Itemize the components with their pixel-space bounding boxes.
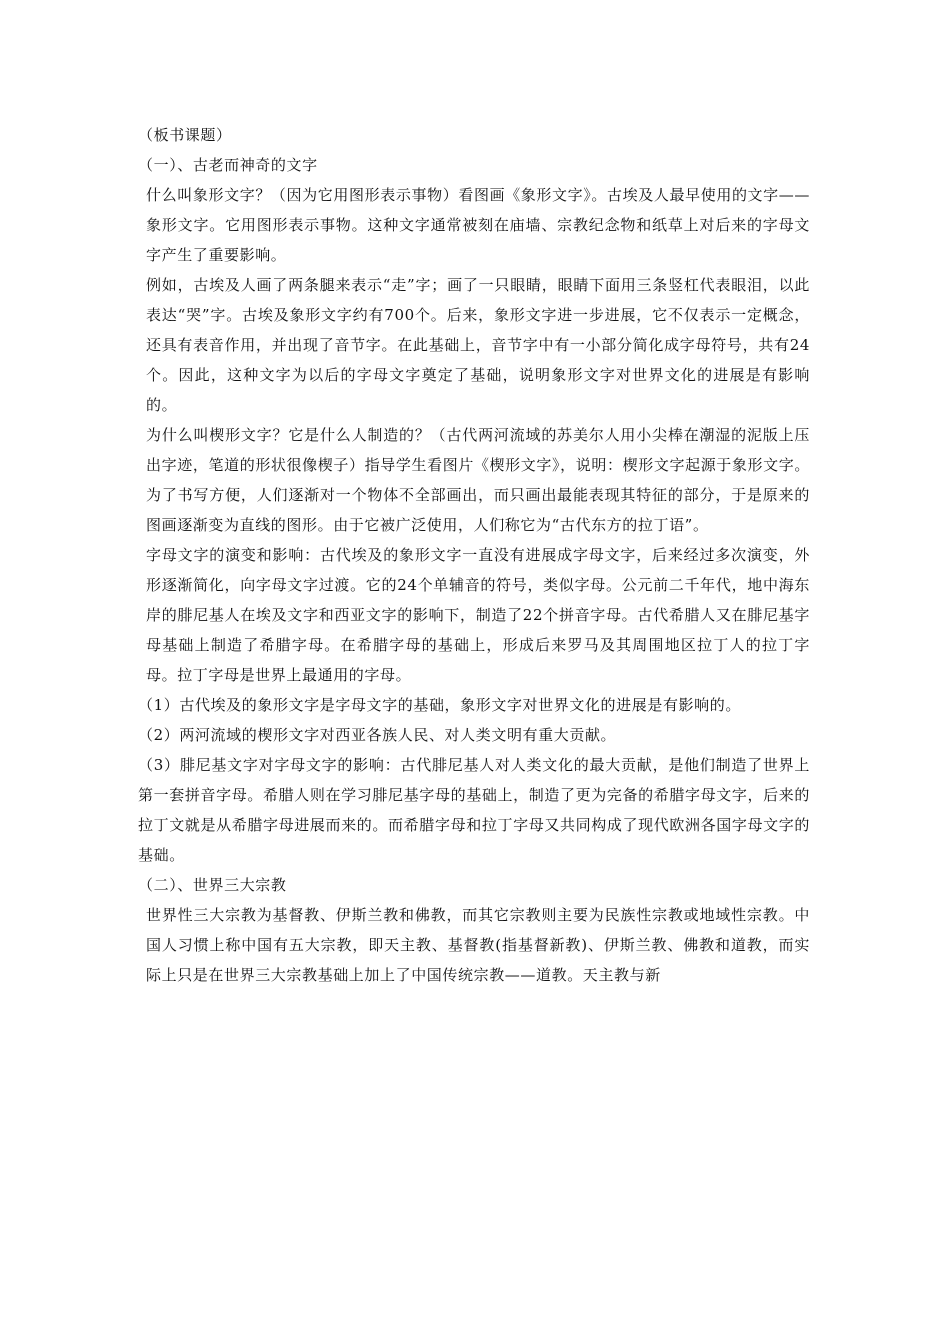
board-title: （板书课题） xyxy=(138,126,232,144)
paragraph-hieroglyph-definition: 什么叫象形文字？（因为它用图形表示事物）看图画《象形文字》。古埃及人最早使用的文字——象形文字。它用图形表示事物。这种文字通常被刻在庙墙、宗教纪念物和纸草上对后来的字母文字产生了重要影响。 xyxy=(146,186,810,264)
summary-point-1: （1）古代埃及的象形文字是字母文字的基础，象形文字对世界文化的进展是有影响的。 xyxy=(138,696,741,714)
paragraph-cuneiform: 为什么叫楔形文字？它是什么人制造的？（古代两河流域的苏美尔人用小尖棒在潮湿的泥版上压出字迹，笔道的形状很像楔子）指导学生看图片《楔形文字》，说明：楔形文字起源于象形文字。为了书写方便，人们逐渐对一个物体不全部画出，而只画出最能表现其特征的部分，于是原来的图画逐渐变为直线的图形。由于它被广泛使用，人们称它为“古代东方的拉丁语”。 xyxy=(146,426,810,534)
summary-point-2: （2）两河流域的楔形文字对西亚各族人民、对人类文明有重大贡献。 xyxy=(138,726,617,744)
document-page xyxy=(138,120,810,990)
section-heading-ancient-scripts: （一）、古老而神奇的文字 xyxy=(138,156,318,174)
paragraph-hieroglyph-example: 例如，古埃及人画了两条腿来表示“走”字；画了一只眼睛，眼睛下面用三条竖杠代表眼泪，以此表达“哭”字。古埃及象形文字约有700个。后来，象形文字进一步进展，它不仅表示一定概念，还具有表音作用，并出现了音节字。在此基础上，音节字中有一小部分简化成字母符号，共有24个。因此，这种文字为以后的字母文字奠定了基础，说明象形文字对世界文化的进展是有影响的。 xyxy=(146,276,810,414)
summary-point-3: （3）腓尼基文字对字母文字的影响：古代腓尼基人对人类文化的最大贡献，是他们制造了世界上第一套拼音字母。希腊人则在学习腓尼基字母的基础上，制造了更为完备的希腊字母文字，后来的拉丁文就是从希腊字母进展而来的。而希腊字母和拉丁字母又共同构成了现代欧洲各国字母文字的基础。 xyxy=(138,756,810,864)
section-heading-world-religions: （二）、世界三大宗教 xyxy=(138,876,287,894)
paragraph-world-religions: 世界性三大宗教为基督教、伊斯兰教和佛教，而其它宗教则主要为民族性宗教或地域性宗教。中国人习惯上称中国有五大宗教，即天主教、基督教(指基督新教)、伊斯兰教、佛教和道教，而实际上只是在世界三大宗教基础上加上了中国传统宗教——道教。天主教与新 xyxy=(146,906,810,984)
paragraph-alphabet-evolution: 字母文字的演变和影响：古代埃及的象形文字一直没有进展成字母文字，后来经过多次演变，外形逐渐简化，向字母文字过渡。它的24个单辅音的符号，类似字母。公元前二千年代，地中海东岸的腓尼基人在埃及文字和西亚文字的影响下，制造了22个拼音字母。古代希腊人又在腓尼基字母基础上制造了希腊字母。在希腊字母的基础上，形成后来罗马及其周围地区拉丁人的拉丁字母。拉丁字母是世界上最通用的字母。 xyxy=(146,546,810,684)
